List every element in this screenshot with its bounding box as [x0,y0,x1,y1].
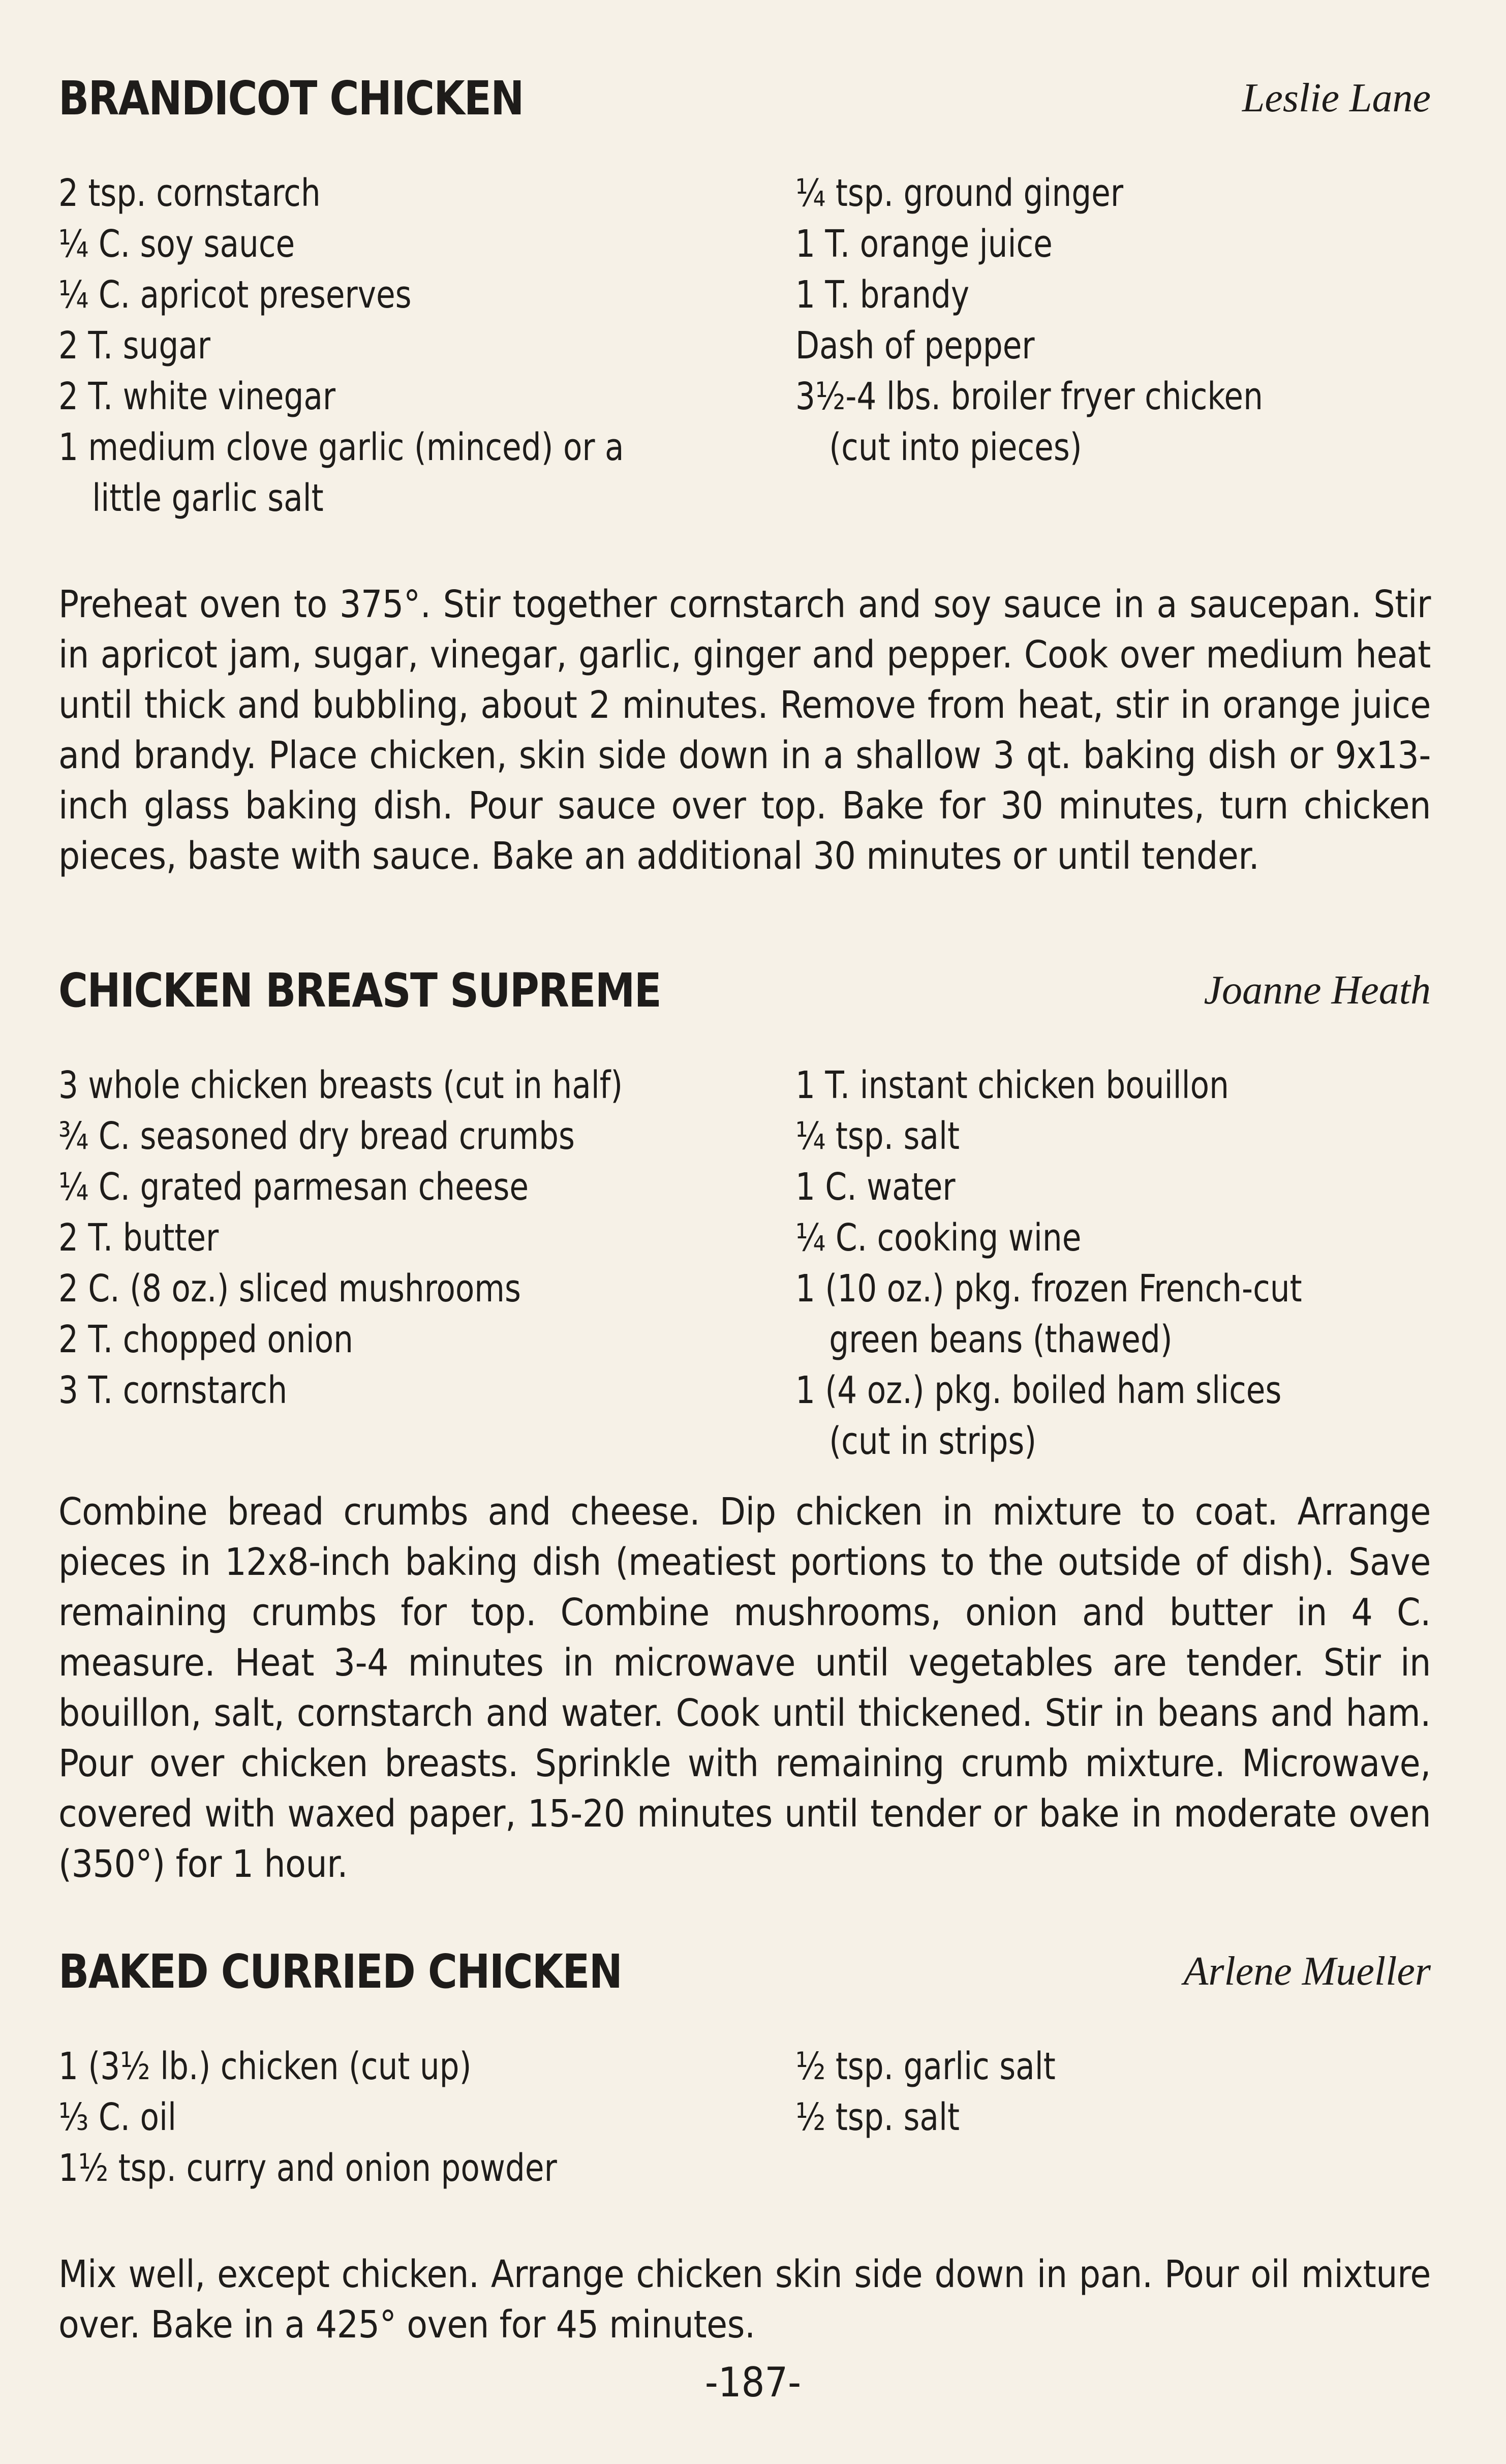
ingredient: 1 (3½ lb.) chicken (cut up) [58,2045,472,2088]
ingredient-list [58,1060,1431,1467]
ingredient-continuation: green beans (thawed) [829,1318,1173,1361]
ingredient: 2 T. sugar [58,324,210,368]
ingredient: 3 whole chicken breasts (cut in half) [58,1063,623,1107]
ingredient: 1 T. orange juice [795,222,1053,266]
ingredient: ½ tsp. salt [795,2095,960,2139]
recipe-title: CHICKEN BREAST SUPREME [58,963,661,1018]
ingredient-column-left [58,1060,770,1416]
recipe-directions: Combine bread crumbs and cheese. Dip chicken in mixture to coat. Arrange pieces in 12x8-inch baking dish (meatiest portions to the outside of dish). Save remaining crumbs for top. Combine mushrooms, onion and butter in 4 C. measure. Heat 3-4 minutes in microwave until vegetables are tender. Stir in bouillon, salt, cornstarch and water. Cook until thickened. Stir in beans and ham. Pour over chicken breasts. Sprinkle with remaining crumb mixture. Microwave, covered with waxed paper, 15-20 minutes until tender or bake in moderate oven (350°) for 1 hour. [58,1490,1431,1886]
recipe-header [58,71,1431,132]
recipe-author: Arlene Mueller [1183,1949,1431,1994]
recipe-author: Joanne Heath [1204,968,1431,1013]
ingredient: 1½ tsp. curry and onion powder [58,2146,557,2190]
ingredient-column-left [58,2041,770,2194]
ingredient-column-right [795,2041,1431,2143]
ingredient: 1 medium clove garlic (minced) or a [58,425,624,469]
recipe-directions: Preheat oven to 375°. Stir together cornstarch and soy sauce in a saucepan. Stir in apricot jam, sugar, vinegar, garlic, ginger and pepper. Cook over medium heat until thick and bubbling, about 2 minutes. Remove from heat, stir in orange juice and brandy. Place chicken, skin side down in a shallow 3 qt. baking dish or 9x13-inch glass baking dish. Pour sauce over top. Bake for 30 minutes, turn chicken pieces, baste with sauce. Bake an additional 30 minutes or until tender. [58,583,1431,878]
ingredient: 1 (10 oz.) pkg. frozen French-cut [795,1267,1302,1311]
recipe-header [58,963,1431,1024]
ingredient-column-right [795,1060,1431,1467]
ingredient: 2 T. white vinegar [58,375,336,418]
ingredient: ¼ tsp. salt [795,1114,960,1158]
ingredient: ¼ C. grated parmesan cheese [58,1165,529,1209]
ingredient: 2 C. (8 oz.) sliced mushrooms [58,1267,521,1311]
ingredient: 2 tsp. cornstarch [58,171,321,215]
ingredient-continuation: little garlic salt [92,476,324,520]
recipe-directions: Mix well, except chicken. Arrange chicken skin side down in pan. Pour oil mixture over. Bake in a 425° oven for 45 minutes. [58,2253,1431,2347]
recipe-header [58,1944,1431,2005]
recipe-chicken-breast-supreme [58,963,1431,1886]
ingredient-column-left [58,168,770,524]
recipe-baked-curried-chicken [58,1944,1431,2347]
ingredient: 3 T. cornstarch [58,1368,288,1412]
ingredient-list [58,2041,1431,2194]
recipe-author: Leslie Lane [1242,76,1431,120]
ingredient: 1 T. brandy [795,273,970,317]
ingredient-list [58,168,1431,524]
ingredient: ½ tsp. garlic salt [795,2045,1056,2088]
recipe-brandicot-chicken [58,71,1431,878]
ingredient: ¾ C. seasoned dry bread crumbs [58,1114,575,1158]
ingredient: ¼ C. soy sauce [58,222,295,266]
ingredient: 2 T. chopped onion [58,1318,354,1361]
ingredient: ¼ C. cooking wine [795,1216,1082,1260]
ingredient: 1 (4 oz.) pkg. boiled ham slices [795,1368,1282,1412]
ingredient: ¼ C. apricot preserves [58,273,412,317]
ingredient: 1 T. instant chicken bouillon [795,1063,1229,1107]
ingredient: Dash of pepper [795,324,1035,368]
ingredient: 3½-4 lbs. broiler fryer chicken [795,375,1263,418]
page-number: -187- [704,2359,802,2406]
ingredient: 1 C. water [795,1165,956,1209]
ingredient: ⅓ C. oil [58,2095,176,2139]
ingredient: 2 T. butter [58,1216,219,1260]
ingredient: ¼ tsp. ground ginger [795,171,1124,215]
ingredient-column-right [795,168,1431,473]
recipe-title: BRANDICOT CHICKEN [58,71,524,126]
recipe-title: BAKED CURRIED CHICKEN [58,1944,622,1999]
ingredient-continuation: (cut in strips) [829,1419,1037,1463]
ingredient-continuation: (cut into pieces) [829,425,1082,469]
